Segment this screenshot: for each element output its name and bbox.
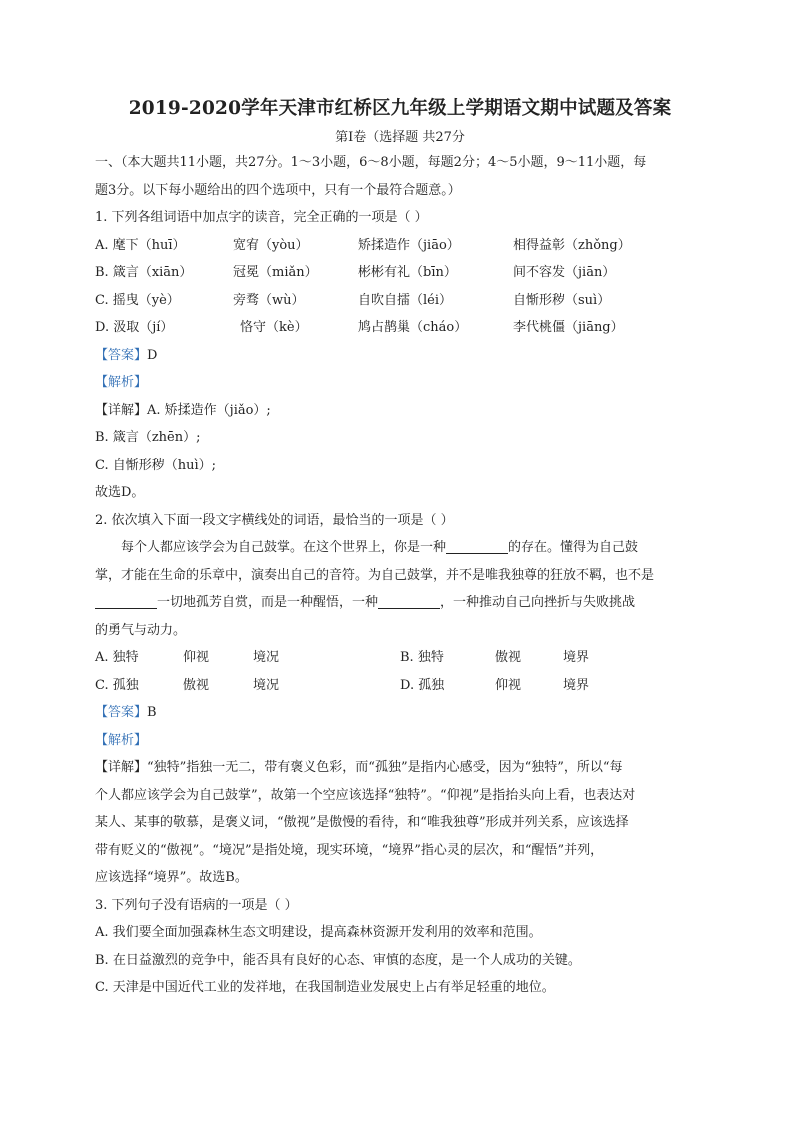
option-item: 恪守（kè） <box>240 320 308 335</box>
answer-line <box>95 699 705 727</box>
option-item: D. 孤独 <box>400 677 445 693</box>
option-item: C. 天津是中国近代工业的发祥地，在我国制造业发展史上占有举足轻重的地位。 <box>95 980 555 995</box>
option-item: A. 麾下（huī） <box>95 237 186 253</box>
option-group <box>95 644 400 672</box>
question-3-stem: 3. 下列句子没有语病的一项是（ ） <box>95 897 298 913</box>
option-item: 相得益彰（zhǒng） <box>513 237 631 253</box>
option-item: 自吹自擂（léi） <box>358 292 453 308</box>
fill-blank <box>95 594 157 609</box>
question-2-option-row <box>95 644 705 672</box>
passage-text: 的勇气与动力。 <box>95 622 187 638</box>
option-item: 旁骛（wù） <box>233 292 305 308</box>
passage-line <box>95 589 705 617</box>
answer-line <box>95 342 705 370</box>
detail-text: 个人都应该学会为自己鼓掌”，故第一个空应该选择“独特”。“仰视”是指抬头向上看，也表达对 <box>95 787 636 803</box>
passage-line <box>95 534 705 562</box>
option-group <box>400 644 705 672</box>
answer-tag: 【答案】 <box>95 347 148 363</box>
option-item: A. 我们要全面加强森林生态文明建设，提高森林资源开发利用的效率和范围。 <box>95 925 542 940</box>
option-item: A. 独特 <box>95 650 139 665</box>
option-item: 境界 <box>563 677 590 693</box>
detail-line <box>95 754 705 782</box>
option-item: 宽宥（yòu） <box>233 237 309 253</box>
option-item: 鸠占鹊巢（cháo） <box>358 320 468 335</box>
question-1-option-row <box>95 232 705 260</box>
analysis-line <box>95 369 705 397</box>
question-1-option-row <box>95 259 705 287</box>
detail-text: 应该选择“境界”。故选B。 <box>95 870 248 885</box>
question-1-stem: 1. 下列各组词语中加点字的读音，完全正确的一项是（ ） <box>95 210 428 225</box>
detail-text: “独特”指独一无二，带有褒义色彩，而“孤独”是指内心感受，因为“独特”，所以“每 <box>147 760 623 775</box>
option-item: 境况 <box>253 650 280 665</box>
detail-text: 故选D。 <box>95 485 145 500</box>
detail-text: B. 箴言（zhēn）; <box>95 430 201 445</box>
instructions-line: 题3分。以下每小题给出的四个选项中，只有一个最符合题意。） <box>95 182 461 198</box>
option-group <box>95 672 400 700</box>
passage-text: 的存在。懂得为自己鼓 <box>508 540 639 555</box>
option-item: 仰视 <box>183 650 210 665</box>
option-item: C. 摇曳（yè） <box>95 292 180 308</box>
option-item: 自惭形秽（suì） <box>513 292 611 308</box>
analysis-tag: 【解析】 <box>95 375 148 390</box>
option-item: 境界 <box>563 650 590 665</box>
option-item: B. 在日益激烈的竞争中，能否具有良好的心态、审慎的态度，是一个人成功的关键。 <box>95 952 581 968</box>
option-item: 傲视 <box>495 650 522 665</box>
question-1-option-row <box>95 287 705 315</box>
option-item: 李代桃僵（jiāng） <box>513 320 624 335</box>
document-title: 2019-2020学年天津市红桥区九年级上学期语文期中试题及答案 <box>128 98 672 119</box>
fill-blank <box>378 594 440 609</box>
passage-text: 每个人都应该学会为自己鼓掌。在这个世界上，你是一种 <box>121 540 447 555</box>
answer-value: D <box>147 347 158 363</box>
answer-value: B <box>147 705 157 720</box>
passage-text: 一切地孤芳自赏，而是一种醒悟，一种 <box>157 595 379 610</box>
document-page <box>95 95 705 1002</box>
option-item: D. 汲取（jí） <box>95 320 174 335</box>
option-item: 矫揉造作（jiāo） <box>358 237 460 253</box>
passage-text: 掌，才能在生命的乐章中，演奏出自己的音符。为自己鼓掌，并不是唯我独尊的狂放不羁，也不是 <box>95 567 655 583</box>
option-item: 傲视 <box>183 677 210 693</box>
option-item: 境况 <box>253 677 280 693</box>
answer-tag: 【答案】 <box>95 705 148 720</box>
option-item: 冠冕（miǎn） <box>233 265 318 280</box>
question-1-option-row <box>95 314 705 342</box>
option-item: 彬彬有礼（bīn） <box>358 265 457 280</box>
passage-text: ，一种推动自己向挫折与失败挑战 <box>440 595 636 610</box>
option-item: B. 箴言（xiān） <box>95 265 193 280</box>
question-2-stem: 2. 依次填入下面一段文字横线处的词语，最恰当的一项是（ ） <box>95 512 454 528</box>
option-item: B. 独特 <box>400 650 444 665</box>
instructions-line: 一、（本大题共11小题，共27分。1～3小题，6～8小题，每题2分；4～5小题，9～11小题，每 <box>95 155 647 170</box>
option-group <box>400 672 705 700</box>
analysis-tag: 【解析】 <box>95 732 148 748</box>
question-2-option-row <box>95 672 705 700</box>
detail-text: C. 自惭形秽（huì）; <box>95 457 217 473</box>
detail-tag: 【详解】 <box>95 760 148 775</box>
analysis-line <box>95 727 705 755</box>
option-item: 仰视 <box>495 677 522 693</box>
detail-text: A. 矫揉造作（jiǎo）; <box>147 402 271 418</box>
option-item: C. 孤独 <box>95 677 139 693</box>
detail-line <box>95 397 705 425</box>
detail-tag: 【详解】 <box>95 402 148 418</box>
fill-blank <box>446 539 508 554</box>
option-item: 间不容发（jiān） <box>513 265 616 280</box>
section-heading: 第Ⅰ卷（选择题 共27分 <box>335 130 465 145</box>
detail-text: 带有贬义的“傲视”。“境况”是指处境，现实环境，“境界”指心灵的层次，和“醒悟”并列， <box>95 842 604 858</box>
detail-text: 某人、某事的敬慕，是褒义词，“傲视”是傲慢的看待，和“唯我独尊”形成并列关系，应该选择 <box>95 815 629 830</box>
